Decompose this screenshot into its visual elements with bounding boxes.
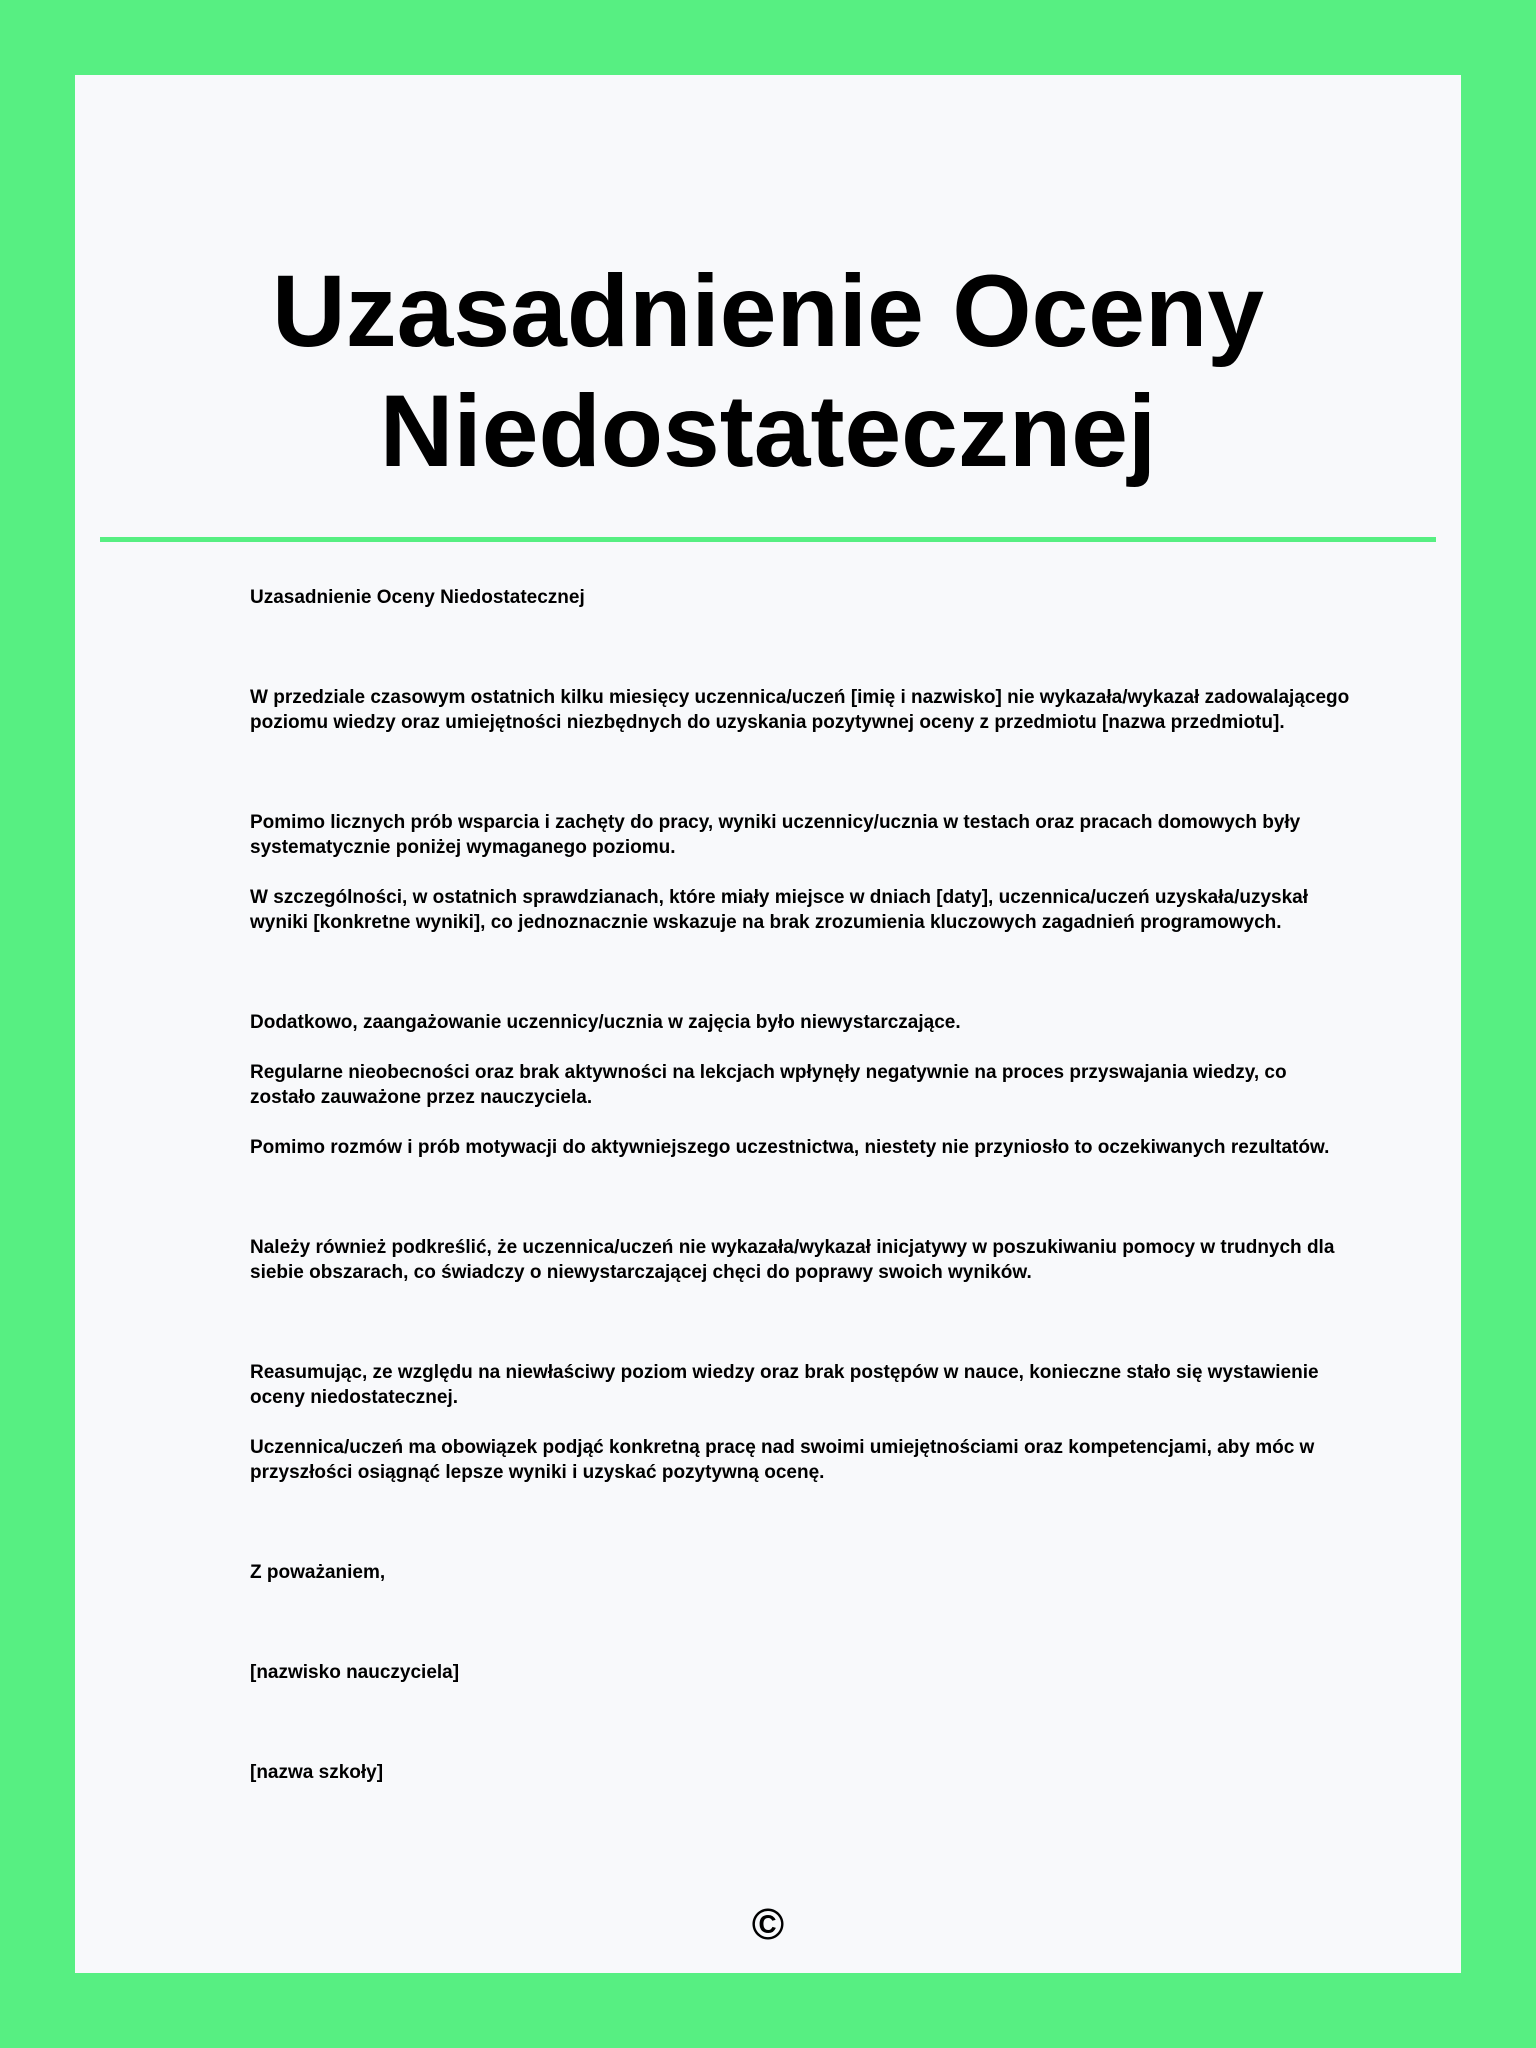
- paragraph: W przedziale czasowym ostatnich kilku miesięcy uczennica/uczeń [imię i nazwisko] nie wykazała/wykazał zadowalającego poziomu wiedzy oraz umiejętności niezbędnych do uzyskania pozytywnej oceny z przedmiotu [nazwa przedmiotu].: [250, 687, 1350, 733]
- teacher-name: [nazwisko nauczyciela]: [250, 1662, 460, 1683]
- paragraph: Pomimo licznych prób wsparcia i zachęty do pracy, wyniki uczennicy/ucznia w testach oraz pracach domowych były systematycznie poniżej wymaganego poziomu.: [250, 812, 1301, 858]
- title-divider: [100, 537, 1436, 542]
- paragraph: Dodatkowo, zaangażowanie uczennicy/ucznia w zajęcia było niewystarczające.: [250, 1012, 961, 1033]
- closing-salutation: Z poważaniem,: [250, 1562, 386, 1583]
- paragraph: Należy również podkreślić, że uczennica/uczeń nie wykazała/wykazał inicjatywy w poszukiwaniu pomocy w trudnych dla siebie obszarach, co świadczy o niewystarczającej chęci do poprawy swoich wyników.: [250, 1237, 1335, 1283]
- paragraph: Pomimo rozmów i prób motywacji do aktywniejszego uczestnictwa, niestety nie przyniosło to oczekiwanych rezultatów.: [250, 1137, 1330, 1158]
- document-page: [75, 75, 1461, 1973]
- paragraph: Uczennica/uczeń ma obowiązek podjąć konkretną pracę nad swoimi umiejętnościami oraz kompetencjami, aby móc w przyszłości osiągnąć lepsze wyniki i uzyskać pozytywną ocenę.: [250, 1437, 1315, 1483]
- document-title: Uzasadnienie Oceny Niedostatecznej: [271, 254, 1265, 488]
- document-heading: Uzasadnienie Oceny Niedostatecznej: [250, 587, 585, 608]
- document-body: [250, 585, 1350, 1785]
- paragraph: Regularne nieobecności oraz brak aktywności na lekcjach wpłynęły negatywnie na proces przyswajania wiedzy, co zostało zauważone przez nauczyciela.: [250, 1062, 1287, 1108]
- paragraph: Reasumując, ze względu na niewłaściwy poziom wiedzy oraz brak postępów w nauce, konieczne stało się wystawienie oceny niedostatecznej.: [250, 1362, 1319, 1408]
- paragraph: W szczególności, w ostatnich sprawdzianach, które miały miejsce w dniach [daty], uczennica/uczeń uzyskała/uzyskał wyniki [konkretne wyniki], co jednoznacznie wskazuje na brak zrozumienia kluczowych zagadnień programowych.: [250, 887, 1309, 933]
- school-name: [nazwa szkoły]: [250, 1762, 384, 1783]
- copyright-icon: ©: [751, 1900, 785, 1949]
